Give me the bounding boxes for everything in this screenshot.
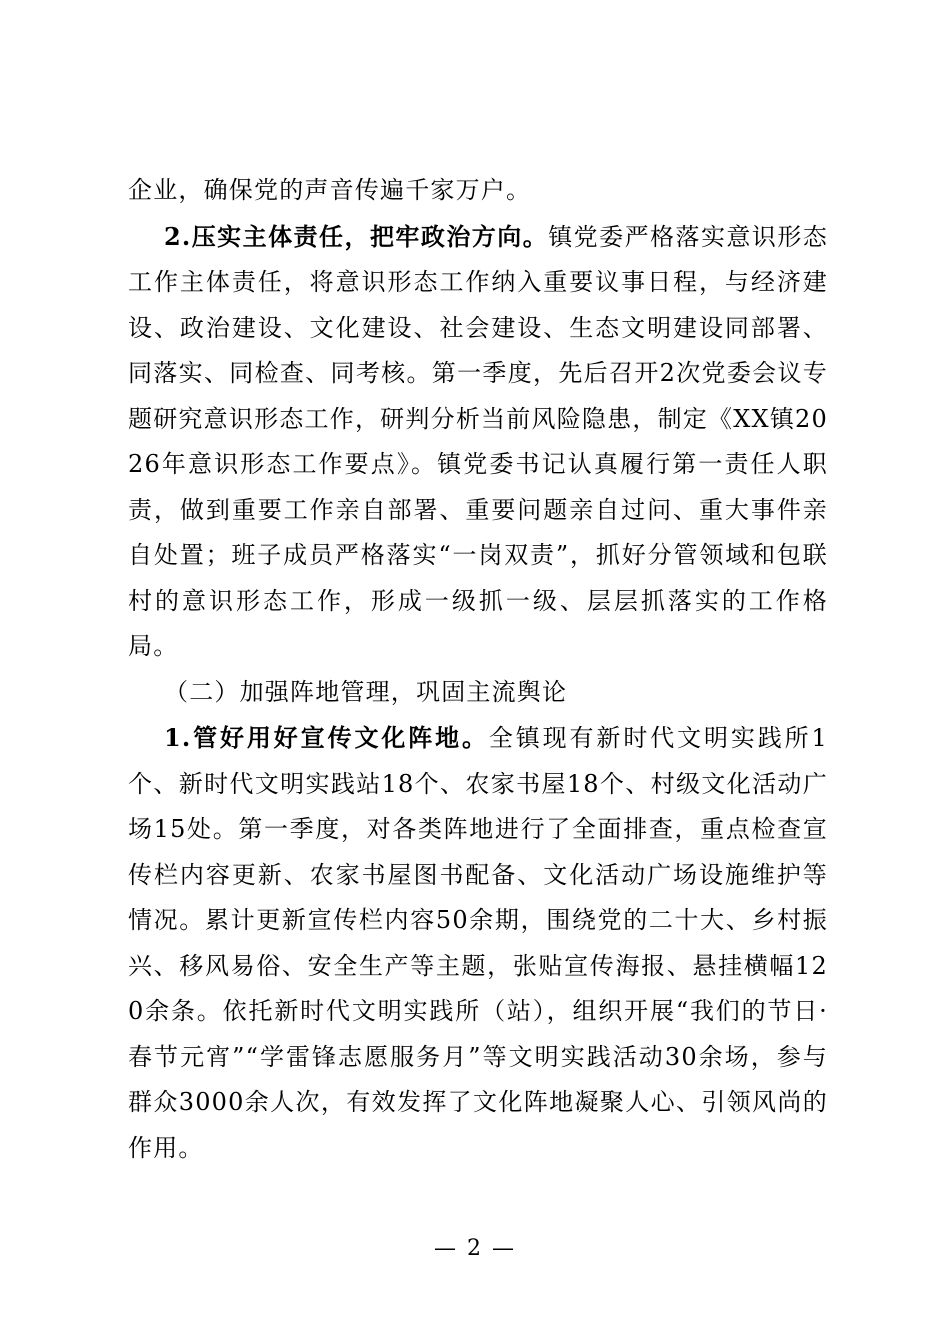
paragraph-text: 企业，确保党的声音传遍千家万户。 [128, 176, 532, 204]
paragraph-continuation [128, 168, 828, 214]
paragraph-text: 镇党委严格落实意识形态工作主体责任，将意识形态工作纳入重要议事日程，与经济建设、政治建设、文化建设、社会建设、生态文明建设同部署、同落实、同检查、同考核。第一季度，先后召开2次党委会议专题研究意识形态工作，研判分析当前风险隐患，制定《XX镇2026年意识形态工作要点》。镇党委书记认真履行第一责任人职责，做到重要工作亲自部署、重要问题亲自过问、重大事件亲自处置；班子成员严格落实“一岗双责”，抓好分管领域和包联村的意识形态工作，形成一级抓一级、层层抓落实的工作格局。 [128, 222, 828, 660]
paragraph-culture-positions [128, 715, 828, 1171]
document-body [128, 168, 828, 1171]
paragraph-responsibility [128, 214, 828, 670]
page-number: — 2 — [434, 1236, 516, 1261]
section-heading [128, 670, 828, 716]
paragraph-lead: 2.压实主体责任，把牢政治方向。 [164, 221, 549, 251]
section-heading-text: （二）加强阵地管理，巩固主流舆论 [164, 677, 568, 706]
paragraph-lead: 1.管好用好宣传文化阵地。 [164, 723, 489, 752]
paragraph-text: 全镇现有新时代文明实践所1个、新时代文明实践站18个、农家书屋18个、村级文化活动广场15处。第一季度，对各类阵地进行了全面排查，重点检查宣传栏内容更新、农家书屋图书配备、文化活动广场设施维护等情况。累计更新宣传栏内容50余期，围绕党的二十大、乡村振兴、移风易俗、安全生产等主题，张贴宣传海报、悬挂横幅120余条。依托新时代文明实践所（站），组织开展“我们的节日·春节元宵”“学雷锋志愿服务月”等文明实践活动30余场，参与群众3000余人次，有效发挥了文化阵地凝聚人心、引领风尚的作用。 [128, 724, 828, 1162]
